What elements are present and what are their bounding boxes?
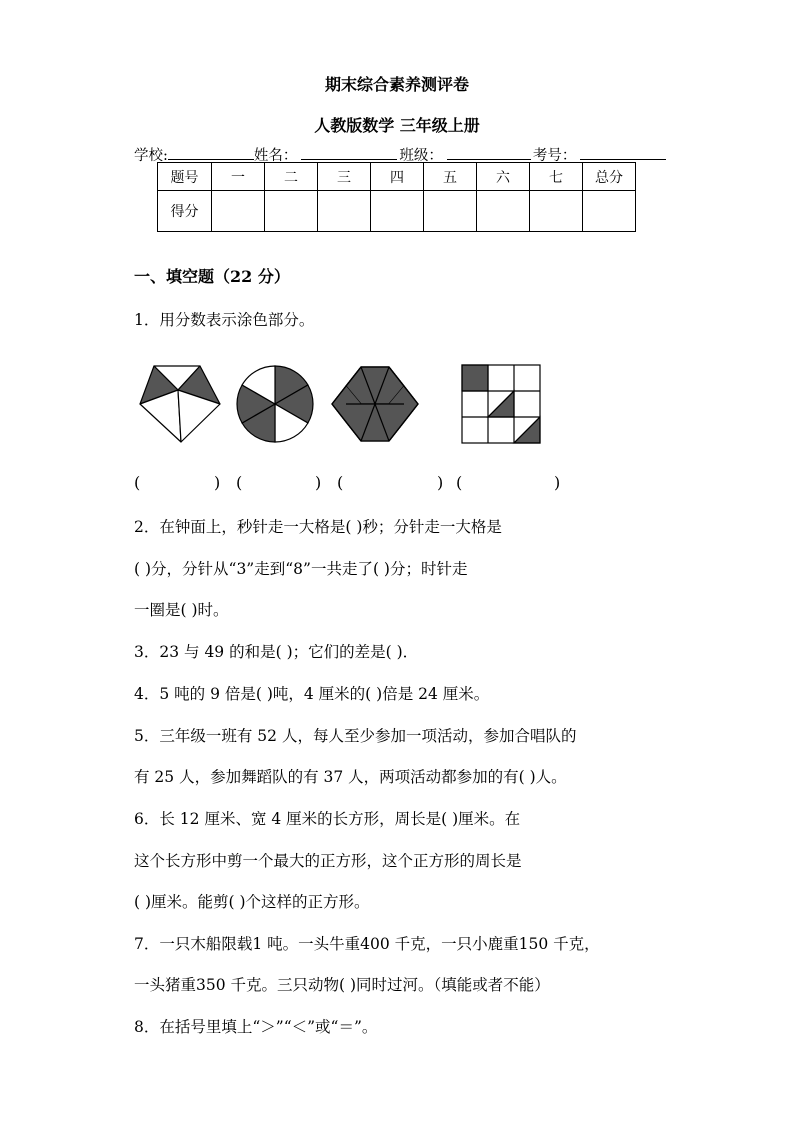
- name-label: 姓名：: [253, 148, 298, 164]
- question-6-line-2: 这个长方形中剪一个最大的正方形，这个正方形的周长是: [134, 852, 522, 870]
- score-cell[interactable]: [424, 191, 477, 232]
- score-table: [157, 162, 636, 232]
- paren-open: (: [456, 473, 463, 492]
- score-cell[interactable]: [318, 191, 371, 232]
- number-label: 考号：: [532, 148, 577, 164]
- circle-figure: [237, 366, 313, 442]
- question-6-line-1: 6．长 12 厘米、宽 4 厘米的长方形，周长是( )厘米。在: [134, 810, 521, 828]
- section-title: 一、填空题（22 分）: [134, 267, 290, 286]
- school-blank[interactable]: [168, 145, 254, 160]
- question-2-line-1: 2．在钟面上，秒针走一大格是( )秒；分针走一大格是: [134, 518, 502, 536]
- score-cell[interactable]: [530, 191, 583, 232]
- question-5-line-1: 5．三年级一班有 52 人，每人至少参加一项活动，参加合唱队的: [134, 727, 577, 745]
- score-header-cell: 二: [265, 163, 318, 191]
- question-8: 8．在括号里填上“＞”“＜”或“＝”。: [134, 1018, 378, 1036]
- score-header-cell: 一: [212, 163, 265, 191]
- score-header-cell: 四: [371, 163, 424, 191]
- question-5-line-2: 有 25 人，参加舞蹈队的有 37 人，两项活动都参加的有( )人。: [134, 768, 567, 786]
- number-blank[interactable]: [580, 145, 666, 160]
- question-4: 4．5 吨的 9 倍是( )吨，4 厘米的( )倍是 24 厘米。: [134, 685, 490, 703]
- grid-figure: [462, 365, 540, 443]
- rhombus-figure: [332, 360, 418, 446]
- score-header-cell: 总分: [583, 163, 636, 191]
- score-header-cell: 七: [530, 163, 583, 191]
- fraction-figures: [134, 360, 554, 446]
- name-blank[interactable]: [301, 145, 397, 160]
- score-cell[interactable]: [583, 191, 636, 232]
- paper-title: 期末综合素养测评卷: [324, 75, 469, 94]
- score-header-cell: 题号: [158, 163, 212, 191]
- paren-close: ): [214, 473, 221, 492]
- school-label: 学校:: [134, 148, 168, 164]
- paper-subtitle: 人教版数学 三年级上册: [314, 116, 480, 135]
- question-2-line-2: ( )分，分针从“3”走到“8”一共走了( )分；时针走: [134, 560, 468, 578]
- score-cell[interactable]: [265, 191, 318, 232]
- score-header-cell: 六: [477, 163, 530, 191]
- score-header-cell: 五: [424, 163, 477, 191]
- paren-close: ): [437, 473, 444, 492]
- question-3: 3．23 与 49 的和是( )；它们的差是( )．: [134, 643, 419, 661]
- paren-open: (: [134, 473, 141, 492]
- question-6-line-3: ( )厘米。能剪( )个这样的正方形。: [134, 893, 370, 911]
- class-label: 班级：: [399, 148, 443, 164]
- score-cell[interactable]: [371, 191, 424, 232]
- score-cell[interactable]: [212, 191, 265, 232]
- score-header-cell: 三: [318, 163, 371, 191]
- pentagon-figure: [140, 366, 220, 442]
- question-2-line-3: 一圈是( )时。: [134, 601, 229, 619]
- paren-open: (: [337, 473, 344, 492]
- score-table-header-row: [158, 163, 636, 191]
- paren-open: (: [236, 473, 243, 492]
- question-7-line-2: 一头猪重350 千克。三只动物( )同时过河。（填能或者不能）: [134, 976, 550, 994]
- score-table-score-row: [158, 191, 636, 232]
- question-7-line-1: 7．一只木船限载1 吨。一头牛重400 千克，一只小鹿重150 千克，: [134, 935, 600, 953]
- score-cell[interactable]: [477, 191, 530, 232]
- paren-close: ): [554, 473, 561, 492]
- question-1: 1．用分数表示涂色部分。: [134, 311, 315, 329]
- score-row-label: 得分: [158, 191, 212, 232]
- paren-close: ): [315, 473, 322, 492]
- class-blank[interactable]: [447, 145, 531, 160]
